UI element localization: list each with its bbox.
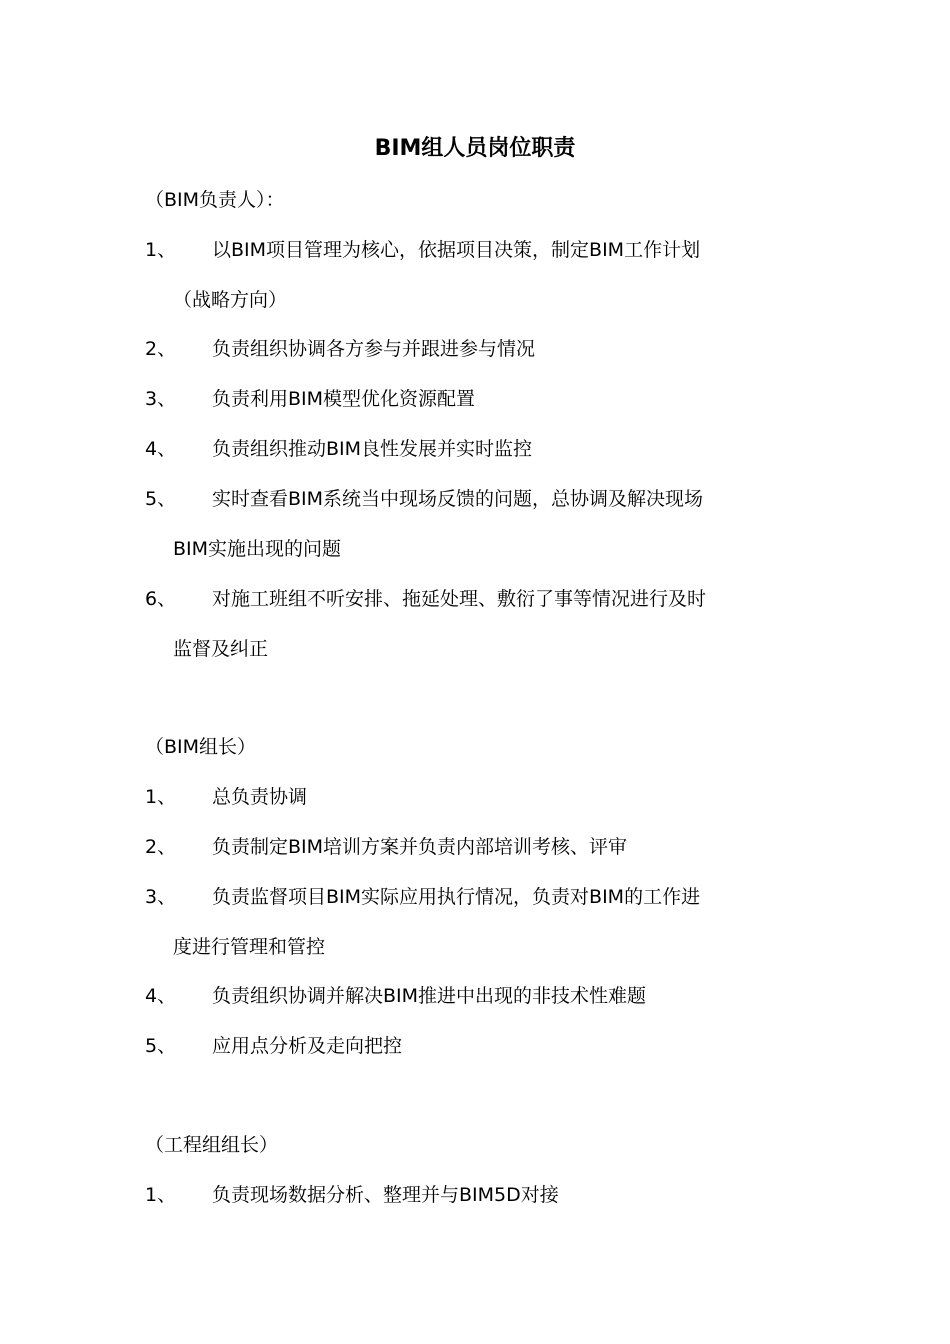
document-title: BIM组人员岗位职责 xyxy=(374,136,576,161)
list-item-number: 3、 xyxy=(145,388,177,410)
list-item-text: 应用点分析及走向把控 xyxy=(212,1035,403,1057)
section-heading-engineering-team-leader: （工程组组长） xyxy=(145,1134,279,1156)
list-item-number: 1、 xyxy=(145,239,177,261)
list-item-text: 负责制定BIM培训方案并负责内部培训考核、评审 xyxy=(212,836,628,858)
list-item-text: 以BIM项目管理为核心，依据项目决策，制定BIM工作计划 xyxy=(212,239,701,261)
list-item-number: 3、 xyxy=(145,886,177,908)
list-item-text: 负责组织推动BIM良性发展并实时监控 xyxy=(212,438,533,460)
list-item-text: 负责利用BIM模型优化资源配置 xyxy=(212,388,476,410)
list-item-text: 负责组织协调各方参与并跟进参与情况 xyxy=(212,338,536,360)
list-item-continuation: 度进行管理和管控 xyxy=(173,936,326,958)
list-item-number: 1、 xyxy=(145,786,177,808)
list-item-number: 2、 xyxy=(145,338,177,360)
list-item-text: 负责现场数据分析、整理并与BIM5D对接 xyxy=(212,1184,559,1206)
list-item-number: 5、 xyxy=(145,488,177,510)
list-item-text: 负责组织协调并解决BIM推进中出现的非技术性难题 xyxy=(212,985,647,1007)
list-item-text: 对施工班组不听安排、拖延处理、敷衍了事等情况进行及时 xyxy=(212,588,707,610)
section-heading-bim-team-leader: （BIM组长） xyxy=(145,736,257,758)
list-item-number: 4、 xyxy=(145,438,177,460)
list-item-continuation: BIM实施出现的问题 xyxy=(173,538,342,560)
list-item-number: 6、 xyxy=(145,588,177,610)
section-heading-bim-lead: （BIM负责人）： xyxy=(145,189,285,211)
list-item-text: 实时查看BIM系统当中现场反馈的问题，总协调及解决现场 xyxy=(212,488,704,510)
list-item-continuation: 监督及纠正 xyxy=(173,638,269,660)
list-item-continuation: （战略方向） xyxy=(173,289,288,311)
list-item-text: 负责监督项目BIM实际应用执行情况，负责对BIM的工作进 xyxy=(212,886,701,908)
list-item-number: 5、 xyxy=(145,1035,177,1057)
list-item-number: 4、 xyxy=(145,985,177,1007)
list-item-number: 2、 xyxy=(145,836,177,858)
list-item-number: 1、 xyxy=(145,1184,177,1206)
list-item-text: 总负责协调 xyxy=(212,786,308,808)
